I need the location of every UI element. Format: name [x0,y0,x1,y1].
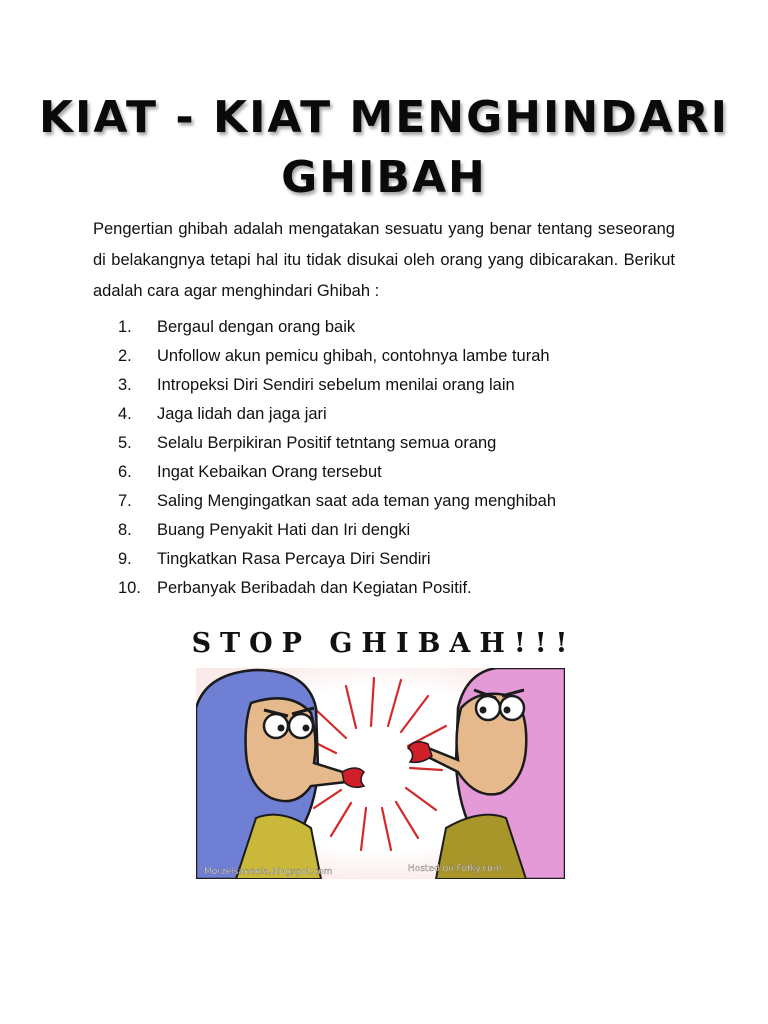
list-text: Jaga lidah dan jaga jari [157,405,327,423]
watermark-right: Hosted on Fotky.com [408,864,502,874]
stop-ghibah-heading: STOP GHIBAH!!! [191,628,577,659]
intro-paragraph: Pengertian ghibah adalah mengatakan sesuatu yang benar tentang seseorang di belakangnya tetapi hal itu tidak disukai oleh orang yang dibicarakan. Berikut adalah cara agar menghindari Ghibah : [93,220,675,300]
tips-list [118,313,678,603]
list-text: Perbanyak Beribadah dan Kegiatan Positif. [157,579,472,597]
watermark-left: Morzelsaneela.blogspot.com [204,867,333,877]
list-number: 1. [118,318,132,336]
list-item [118,371,678,400]
list-item [118,516,678,545]
list-text: Tingkatkan Rasa Percaya Diri Sendiri [157,550,431,568]
list-number: 9. [118,550,132,568]
list-item [118,429,678,458]
document-title-line-2: GHIBAH [281,152,487,203]
list-item [118,487,678,516]
list-item [118,458,678,487]
list-text: Ingat Kebaikan Orang tersebut [157,463,382,481]
list-number: 3. [118,376,132,394]
list-item [118,313,678,342]
list-item [118,342,678,371]
right-lips [408,742,432,763]
list-item [118,400,678,429]
list-text: Selalu Berpikiran Positif tetntang semua orang [157,434,497,452]
right-eye [476,696,500,720]
list-item [118,545,678,574]
list-number: 8. [118,521,132,539]
gossip-cartoon-illustration [196,668,565,879]
list-number: 10. [118,579,141,597]
list-text: Intropeksi Diri Sendiri sebelum menilai orang lain [157,376,515,394]
list-number: 2. [118,347,132,365]
list-item [118,574,678,603]
list-number: 7. [118,492,132,510]
list-number: 5. [118,434,132,452]
list-text: Buang Penyakit Hati dan Iri dengki [157,521,411,539]
list-text: Unfollow akun pemicu ghibah, contohnya lambe turah [157,347,550,365]
left-eye [289,714,313,738]
list-number: 6. [118,463,132,481]
document-title-line-1: KIAT - KIAT MENGHINDARI [38,92,730,143]
right-eye [500,696,524,720]
left-eye [264,714,288,738]
list-number: 4. [118,405,132,423]
list-text: Saling Mengingatkan saat ada teman yang menghibah [157,492,557,510]
list-text: Bergaul dengan orang baik [157,318,356,336]
